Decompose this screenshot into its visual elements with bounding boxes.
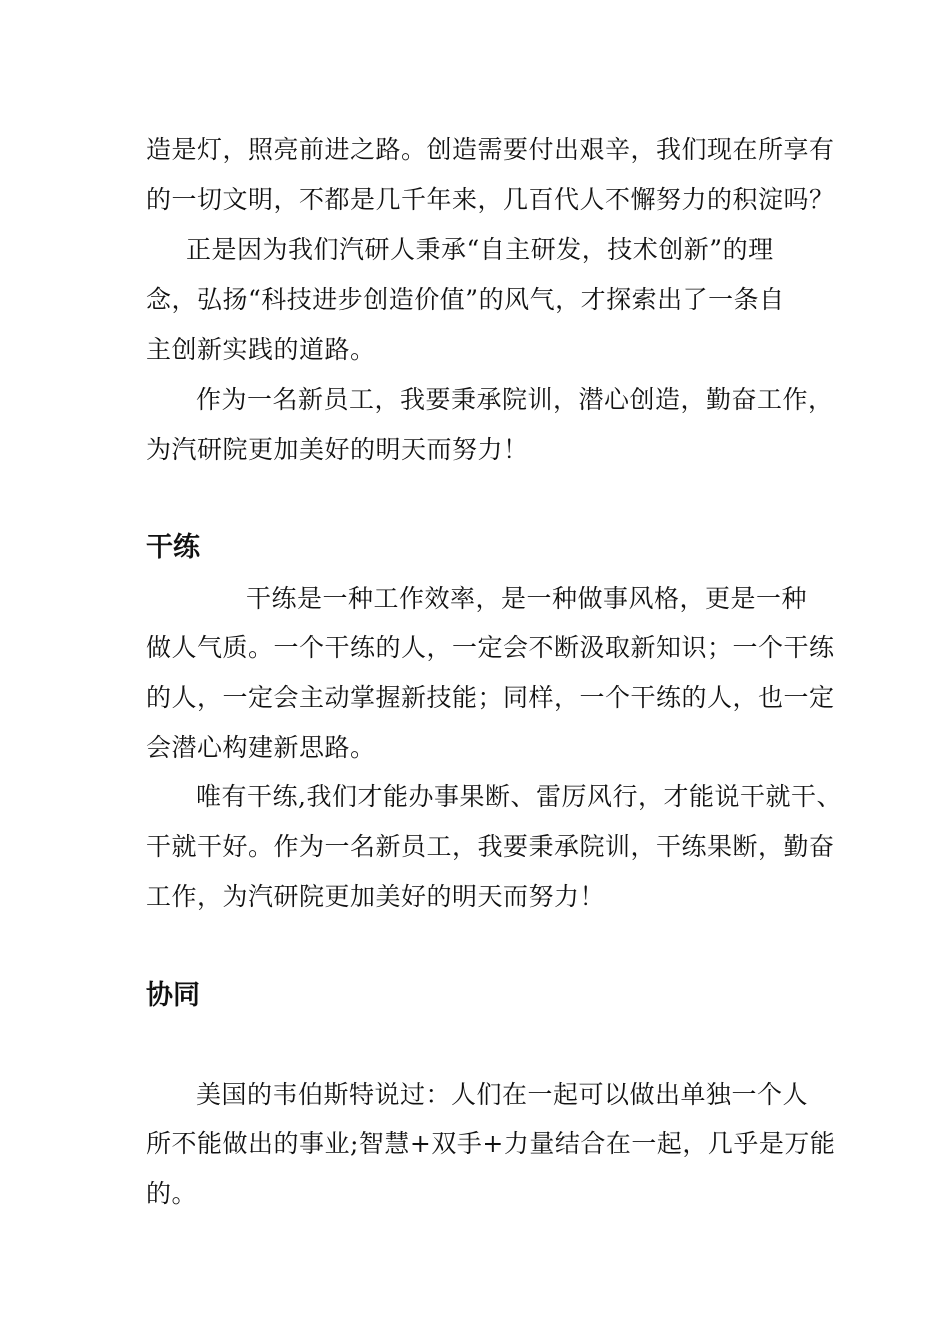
paragraph-line: 干练是一种工作效率，是一种做事风格，更是一种 bbox=[246, 584, 808, 613]
paragraph-line: 为汽研院更加美好的明天而努力！ bbox=[146, 435, 529, 464]
paragraph-line: 造是灯，照亮前进之路。创造需要付出艰辛，我们现在所享有 bbox=[146, 135, 835, 164]
paragraph-line: 会潜心构建新思路。 bbox=[146, 733, 376, 762]
paragraph-line: 主创新实践的道路。 bbox=[146, 335, 376, 364]
paragraph-line: 做人气质。一个干练的人，一定会不断汲取新知识；一个干练 bbox=[146, 633, 835, 662]
paragraph-line: 的人，一定会主动掌握新技能；同样，一个干练的人，也一定 bbox=[146, 683, 835, 712]
paragraph-line: 念，弘扬“科技进步创造价值”的风气，才探索出了一条自 bbox=[146, 285, 785, 314]
paragraph-line: 的。 bbox=[146, 1179, 198, 1208]
section-heading-ganlian: 干练 bbox=[146, 532, 200, 563]
paragraph-line: 干就干好。作为一名新员工，我要秉承院训，干练果断，勤奋 bbox=[146, 832, 835, 861]
paragraph-line: 工作，为汽研院更加美好的明天而努力！ bbox=[146, 882, 606, 911]
paragraph-line: 美国的韦伯斯特说过：人们在一起可以做出单独一个人 bbox=[196, 1080, 809, 1109]
paragraph-line: 正是因为我们汽研人秉承“自主研发，技术创新”的理 bbox=[186, 235, 774, 264]
paragraph-line: 唯有干练,我们才能办事果断、雷厉风行，才能说干就干、 bbox=[196, 782, 842, 811]
paragraph-line: 的一切文明，不都是几千年来，几百代人不懈努力的积淀吗？ bbox=[146, 185, 835, 214]
section-heading-xietong: 协同 bbox=[146, 980, 200, 1011]
paragraph-line: 作为一名新员工，我要秉承院训，潜心创造，勤奋工作， bbox=[196, 385, 834, 414]
paragraph-line: 所不能做出的事业;智慧+双手+力量结合在一起，几乎是万能 bbox=[146, 1129, 836, 1158]
